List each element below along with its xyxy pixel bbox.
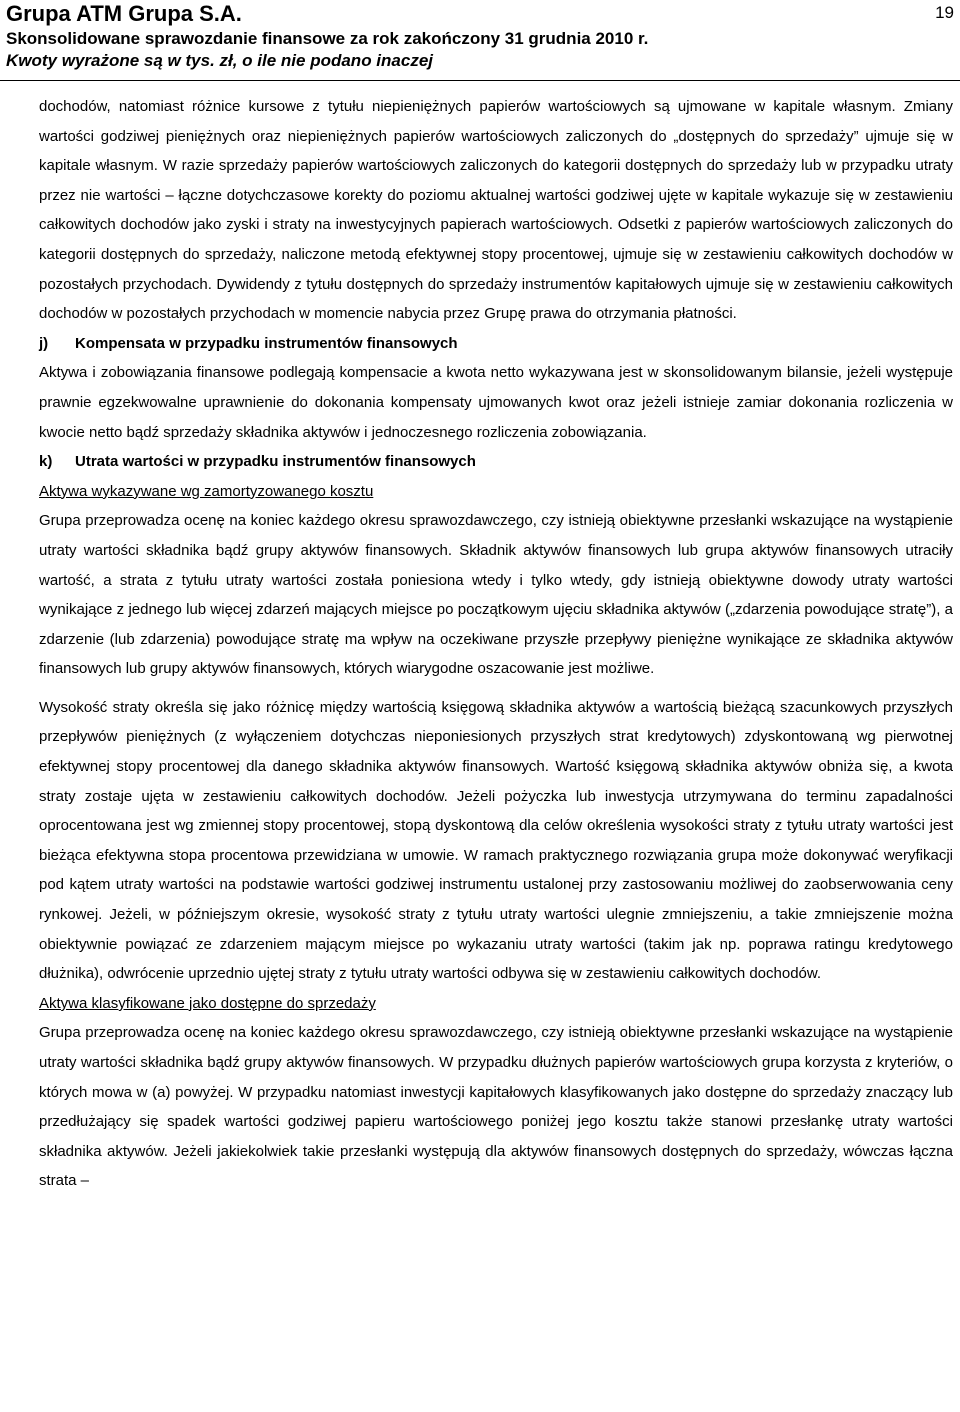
company-name: Grupa ATM Grupa S.A. [6, 1, 242, 26]
section-title-k: Utrata wartości w przypadku instrumentów finansowych [75, 453, 476, 471]
report-title: Skonsolidowane sprawozdanie finansowe za rok zakończony 31 grudnia 2010 r. [6, 29, 649, 48]
document-body [39, 92, 953, 1196]
section-j-paragraph: Aktywa i zobowiązania finansowe podlegają kompensacie a kwota netto wykazywana jest w skonsolidowanym bilansie, jeżeli występuje prawnie egzekwowalne uprawnienie do dokonania kompensaty ujmowanych kwot oraz jeżeli istnieje zamiar dokonania rozliczenia w kwocie netto bądź sprzedaży składnika aktywów i jednoczesnego rozliczenia zobowiązania. [39, 364, 953, 441]
page-header [0, 0, 960, 81]
page-number: 19 [935, 3, 954, 22]
section-heading-k [39, 447, 953, 477]
intro-paragraph: dochodów, natomiast różnice kursowe z tytułu niepieniężnych papierów wartościowych są ujmowane w kapitale własnym. Zmiany wartości godziwej pieniężnych oraz niepieniężnych papierów wartościowych zaliczonych do „dostępnych do sprzedaży” ujmuje się w kapitale własnym. W razie sprzedaży papierów wartościowych zaliczonych do kategorii dostępnych do sprzedaży lub w przypadku utraty przez nie wartości – łączne dotychczasowe korekty do poziomu aktualnej wartości godziwej ujęte w kapitale wykazuje się w zestawieniu całkowitych dochodów jako zyski i straty na inwestycyjnych papierach wartościowych. Odsetki z papierów wartościowych zaliczonych do kategorii dostępnych do sprzedaży, naliczone metodą efektywnej stopy procentowej, ujmuje się w zestawieniu całkowitych dochodów w pozostałych przychodach. Dywidendy z tytułu dostępnych do sprzedaży instrumentów kapitałowych ujmuje się w zestawieniu całkowitych dochodów w pozostałych przychodach w momencie nabycia przez Grupę prawa do otrzymania płatności. [39, 98, 953, 323]
subsection-title-available-for-sale: Aktywa klasyfikowane jako dostępne do sprzedaży [39, 994, 376, 1012]
available-for-sale-paragraph: Grupa przeprowadza ocenę na koniec każdego okresu sprawozdawczego, czy istnieją obiektywne przesłanki wskazujące na wystąpienie utraty wartości składnika bądź grupy aktywów finansowych. W przypadku dłużnych papierów wartościowych grupa korzysta z kryteriów, o których mowa w (a) powyżej. W przypadku natomiast inwestycji kapitałowych klasyfikowanych jako dostępne do sprzedaży znaczący lub przedłużający się spadek wartości godziwej papieru wartościowego poniżej jego kosztu także stanowi przesłankę utraty wartości składnika aktywów. Jeżeli jakiekolwiek takie przesłanki występują dla aktywów finansowych dostępnych do sprzedaży, wówczas łączna strata – [39, 1024, 953, 1190]
section-letter-j: j) [39, 334, 49, 352]
units-note: Kwoty wyrażone są w tys. zł, o ile nie podano inaczej [6, 51, 433, 70]
amortized-cost-paragraph-1: Grupa przeprowadza ocenę na koniec każdego okresu sprawozdawczego, czy istnieją obiektywne przesłanki wskazujące na wystąpienie utraty wartości składnika bądź grupy aktywów finansowych. Składnik aktywów finansowych lub grupa aktywów finansowych utraciły wartość, a strata z tytułu utraty wartości została poniesiona wtedy i tylko wtedy, gdy istnieją obiektywne dowody utraty wartości wynikające z jednego lub więcej zdarzeń mających miejsce po początkowym ujęciu składnika aktywów („zdarzenia powodujące stratę”), a zdarzenie (lub zdarzenia) powodujące stratę ma wpływ na oczekiwane przyszłe przepływy pieniężne wynikające ze składnika aktywów finansowych lub grupy aktywów finansowych, których wiarygodne oszacowanie jest możliwe. [39, 512, 953, 678]
subsection-title-amortized-cost: Aktywa wykazywane wg zamortyzowanego kosztu [39, 482, 374, 500]
section-title-j: Kompensata w przypadku instrumentów finansowych [75, 334, 458, 352]
section-letter-k: k) [39, 453, 53, 471]
amortized-cost-paragraph-2: Wysokość straty określa się jako różnicę między wartością księgową składnika aktywów a wartością bieżącą szacunkowych przyszłych przepływów pieniężnych (z wyłączeniem dotychczas nieponiesionych przyszłych strat kredytowych) zdyskontowaną wg pierwotnej efektywnej stopy procentowej dla danego składnika aktywów finansowych. Wartość księgową składnika aktywów obniża się, a kwota straty zostaje ujęta w zestawieniu całkowitych dochodów. Jeżeli pożyczka lub inwestycja utrzymywana do terminu zapadalności oprocentowana jest wg zmiennej stopy procentowej, stopą dyskontową dla celów określenia wysokości straty z tytułu utraty wartości jest bieżąca efektywna stopa procentowa przewidziana w umowie. W ramach praktycznego rozwiązania grupa może dokonywać weryfikacji pod kątem utraty wartości na podstawie wartości godziwej instrumentu ustalonej przy zastosowaniu możliwej do zaobserwowania ceny rynkowej. Jeżeli, w późniejszym okresie, wysokość straty z tytułu utraty wartości ulegnie zmniejszeniu, a takie zmniejszenie można obiektywnie powiązać ze zdarzeniem mającym miejsce po wykazaniu utraty wartości (takim jak np. poprawa ratingu kredytowego dłużnika), odwrócenie uprzednio ujętej straty z tytułu utraty wartości odbywa się w zestawieniu całkowitych dochodów. [39, 698, 953, 983]
section-heading-j [39, 329, 953, 359]
